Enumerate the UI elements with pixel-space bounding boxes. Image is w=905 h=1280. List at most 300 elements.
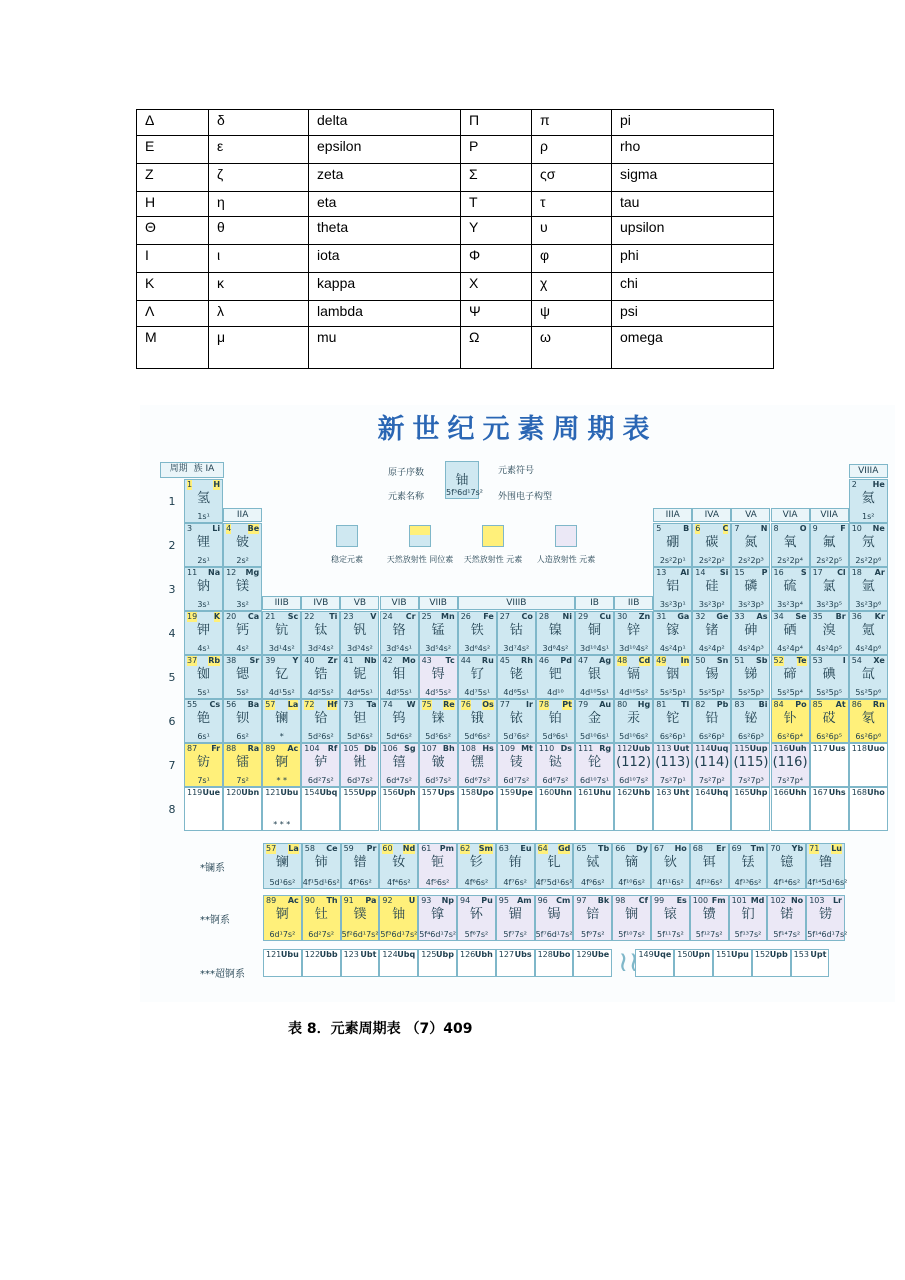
element-cell: [536, 743, 575, 787]
electron-config: 3s²3p¹: [659, 600, 686, 609]
element-symbol: U: [408, 896, 416, 905]
element-symbol: Se: [795, 612, 807, 621]
element-cell: [457, 949, 496, 977]
element-name: 锔: [547, 907, 561, 922]
table-corner-header: [160, 462, 224, 478]
element-symbol: F: [840, 524, 846, 533]
electron-config: 7s²7p²: [698, 776, 725, 785]
element-name: 铀: [455, 473, 469, 488]
element-name: 碲: [783, 667, 797, 682]
atomic-number: 158: [460, 788, 476, 797]
series-label: **锕系: [200, 915, 230, 926]
atomic-number: 56: [226, 700, 237, 709]
element-name: (114): [694, 755, 730, 770]
greek-table-cell: ε: [209, 136, 309, 164]
element-symbol: Ta: [366, 700, 377, 709]
electron-config: 3d³4s²: [347, 644, 373, 653]
atomic-number: 4: [226, 524, 232, 533]
element-symbol: Ups: [437, 788, 455, 797]
element-symbol: Cd: [638, 656, 651, 665]
element-symbol: Uhs: [828, 788, 846, 797]
atomic-number: 53: [812, 656, 823, 665]
element-name: 钯: [548, 667, 562, 682]
greek-table-cell: δ: [209, 110, 309, 136]
element-symbol: Ir: [525, 700, 533, 709]
element-cell: [573, 843, 612, 889]
element-symbol: Fe: [483, 612, 494, 621]
legend-swatch: [482, 525, 504, 547]
atomic-number: 115: [734, 744, 750, 753]
element-name: 银: [588, 667, 602, 682]
element-name: 钬: [663, 855, 677, 870]
electron-config: 5d⁷6s²: [503, 732, 530, 741]
electron-config: 4f⁶6s²: [464, 878, 489, 887]
electron-config: 5f⁴6d¹7s²: [419, 930, 457, 939]
element-symbol: Au: [599, 700, 612, 709]
electron-config: 5f⁹7s²: [581, 930, 605, 939]
greek-alphabet-table: [136, 109, 774, 369]
element-symbol: Uhh: [788, 788, 807, 797]
element-symbol: Tb: [598, 844, 610, 853]
atomic-number: 57: [266, 844, 277, 853]
element-cell: [340, 787, 379, 831]
figure-caption: 表 8．元素周期表 （7）409: [288, 1021, 473, 1037]
element-cell: [379, 843, 418, 889]
element-name: 𬬭: [588, 755, 602, 770]
element-cell: [535, 843, 574, 889]
element-symbol: Yb: [791, 844, 804, 853]
element-cell: [340, 611, 379, 655]
element-symbol: Ne: [872, 524, 885, 533]
element-name: 氪: [861, 623, 875, 638]
element-cell: [771, 655, 810, 699]
period-label: 3: [168, 583, 176, 596]
atomic-number: 65: [576, 844, 587, 853]
element-cell: [771, 611, 810, 655]
atomic-number: 66: [615, 844, 626, 853]
atomic-number: 52: [773, 656, 784, 665]
atomic-number: 33: [734, 612, 745, 621]
greek-table-cell: Σ: [461, 164, 532, 192]
atomic-number: 75: [421, 700, 432, 709]
element-cell: [419, 655, 458, 699]
element-symbol: Am: [517, 896, 532, 905]
element-cell: [341, 949, 380, 977]
element-cell: [535, 895, 574, 941]
element-name: 砷: [744, 623, 758, 638]
element-name: 镍: [548, 623, 562, 638]
atomic-number: 127: [498, 950, 515, 959]
element-symbol: Ubn: [241, 788, 260, 797]
element-cell: [810, 523, 849, 567]
group-label: IIIB: [262, 596, 301, 610]
electron-config: 4s¹: [197, 644, 210, 653]
atomic-number: 84: [773, 700, 784, 709]
element-name: 镧: [275, 855, 289, 870]
atomic-number: 125: [421, 950, 437, 959]
atomic-number: 22: [304, 612, 315, 621]
element-symbol: Al: [680, 568, 690, 577]
group-label: VIB: [380, 596, 419, 610]
electron-config: *: [279, 732, 284, 741]
greek-table-cell: Τ: [461, 192, 532, 217]
element-cell: [653, 699, 692, 743]
atomic-number: 154: [304, 788, 320, 797]
atomic-number: 112: [617, 744, 633, 753]
electron-config: 6s²6p⁶: [855, 732, 882, 741]
element-name: 镄: [702, 907, 716, 922]
element-cell: [418, 843, 457, 889]
electron-config: 2s²2p⁵: [816, 556, 843, 565]
element-name: 钫: [197, 755, 211, 770]
element-cell: [301, 699, 340, 743]
element-name: 铷: [197, 667, 211, 682]
element-cell: [184, 611, 223, 655]
element-cell: [418, 895, 457, 941]
atomic-number: 23: [343, 612, 354, 621]
greek-table-cell: π: [532, 110, 612, 136]
element-symbol: Md: [750, 896, 765, 905]
element-symbol: Br: [835, 612, 846, 621]
atomic-number: 10: [851, 524, 862, 533]
element-cell: [223, 787, 262, 831]
element-name: 钼: [392, 667, 406, 682]
atomic-number: 165: [734, 788, 750, 797]
greek-table-cell: theta: [309, 217, 461, 245]
atomic-number: 121: [265, 788, 281, 797]
element-symbol: Sc: [287, 612, 299, 621]
atomic-number: 92: [382, 896, 393, 905]
greek-table-cell: κ: [209, 273, 309, 301]
element-symbol: Th: [326, 896, 338, 905]
element-symbol: Ds: [560, 744, 572, 753]
element-name: 铕: [508, 855, 522, 870]
element-cell: [729, 895, 768, 941]
electron-config: 3d⁷4s²: [503, 644, 530, 653]
element-symbol: Rn: [872, 700, 885, 709]
electron-config: 4d¹5s²: [268, 688, 295, 697]
atomic-number: 74: [382, 700, 393, 709]
atomic-number: 102: [770, 896, 786, 905]
element-cell: [340, 743, 379, 787]
element-cell: [536, 611, 575, 655]
element-symbol: Uue: [202, 788, 221, 797]
electron-config: 6d²7s²: [308, 930, 335, 939]
element-name: 𫟼: [548, 755, 562, 770]
element-symbol: Ubq: [397, 950, 416, 959]
element-cell: [497, 611, 536, 655]
atomic-number: 91: [343, 896, 354, 905]
electron-config: 4f⁵6s²: [425, 878, 450, 887]
greek-table-cell: Ψ: [461, 301, 532, 327]
element-cell: [771, 787, 810, 831]
electron-config: 5f³6d¹7s²: [380, 930, 418, 939]
greek-table-cell: Δ: [137, 110, 209, 136]
electron-config: 6s²6p⁵: [816, 732, 843, 741]
element-cell: [849, 787, 888, 831]
element-symbol: Eu: [520, 844, 532, 853]
atomic-number: 86: [851, 700, 862, 709]
greek-table-cell: ζ: [209, 164, 309, 192]
element-symbol: Ubu: [280, 950, 299, 959]
element-symbol: W: [406, 700, 416, 709]
element-name: 硫: [783, 579, 797, 594]
electron-config: 4d⁵5s¹: [386, 688, 412, 697]
greek-table-cell: Ω: [461, 327, 532, 369]
electron-config: 4f¹⁴6s²: [773, 878, 801, 887]
electron-config: 4d⁸5s¹: [503, 688, 530, 697]
element-symbol: Ho: [674, 844, 687, 853]
element-cell: [791, 949, 830, 977]
atomic-number: 32: [695, 612, 706, 621]
element-symbol: Ca: [247, 612, 260, 621]
element-name: 镓: [666, 623, 680, 638]
element-name: (112): [616, 755, 652, 770]
element-cell: [457, 895, 496, 941]
element-symbol: H: [213, 480, 221, 489]
electron-config: 3d²4s²: [307, 644, 334, 653]
element-cell: [614, 655, 653, 699]
atomic-number: 87: [187, 744, 198, 753]
atomic-number: 50: [695, 656, 706, 665]
electron-config: 2s²2p¹: [659, 556, 686, 565]
element-symbol: Uqe: [653, 950, 672, 959]
electron-config: 3s¹: [197, 600, 210, 609]
electron-config: 5d²6s²: [307, 732, 334, 741]
atomic-number: 37: [187, 656, 198, 665]
atomic-number: 9: [812, 524, 818, 533]
atomic-number: 121: [266, 950, 282, 959]
greek-table-cell: mu: [309, 327, 461, 369]
greek-table-cell: chi: [612, 273, 774, 301]
atomic-number: 116: [773, 744, 789, 753]
element-symbol: Uhu: [593, 788, 612, 797]
atomic-number: 6: [695, 524, 701, 533]
element-symbol: Sm: [478, 844, 493, 853]
element-symbol: Sg: [404, 744, 416, 753]
group-label: IIA: [223, 508, 262, 522]
element-symbol: Db: [364, 744, 377, 753]
greek-table-cell: Ι: [137, 245, 209, 273]
element-cell: [263, 895, 302, 941]
atomic-number: 150: [677, 950, 693, 959]
group-label: VA: [731, 508, 770, 522]
group-label: VIIIB: [458, 596, 575, 610]
element-name: 氩: [861, 579, 875, 594]
electron-config: 3s²3p⁴: [777, 600, 803, 609]
element-name: 镥: [819, 855, 833, 870]
element-cell: [612, 895, 651, 941]
electron-config: 4d⁵5s²: [425, 688, 452, 697]
atomic-number: 68: [692, 844, 703, 853]
element-symbol: Xe: [873, 656, 885, 665]
atomic-number: 161: [578, 788, 594, 797]
element-cell: [767, 895, 806, 941]
element-cell: [810, 567, 849, 611]
element-symbol: Be: [247, 524, 260, 533]
atomic-number: 39: [265, 656, 276, 665]
element-cell: [340, 655, 379, 699]
greek-table-cell: Ρ: [461, 136, 532, 164]
element-cell: [497, 743, 536, 787]
element-cell: [653, 655, 692, 699]
element-cell: [810, 655, 849, 699]
atomic-number: 159: [499, 788, 516, 797]
electron-config: 5f¹⁴6d¹7s²: [807, 930, 848, 939]
atomic-number: 61: [421, 844, 432, 853]
electron-config: 4s²4p⁶: [855, 644, 882, 653]
greek-table-row: [137, 245, 774, 273]
element-name: 铜: [588, 623, 602, 638]
greek-table-cell: ψ: [532, 301, 612, 327]
element-symbol: Uuh: [788, 744, 807, 753]
electron-config: 5s²5p³: [738, 688, 764, 697]
greek-table-cell: ι: [209, 245, 309, 273]
element-cell: [263, 843, 302, 889]
atomic-number: 85: [812, 700, 823, 709]
element-cell: [223, 611, 262, 655]
element-cell: [731, 655, 770, 699]
element-cell: [653, 611, 692, 655]
electron-config: 4d¹⁰5s²: [619, 688, 649, 697]
atomic-number: 119: [187, 788, 203, 797]
electron-config: 4s²4p⁵: [816, 644, 843, 653]
electron-config: 4f⁹6s²: [581, 878, 605, 887]
element-name: 镧: [275, 711, 289, 726]
electron-config: 4s²4p³: [738, 644, 764, 653]
electron-config: 4s²4p⁴: [777, 644, 803, 653]
greek-table-cell: delta: [309, 110, 461, 136]
electron-config: 7s²: [236, 776, 249, 785]
atomic-number: 99: [654, 896, 665, 905]
electron-config: 4s²: [236, 644, 249, 653]
element-cell: [614, 743, 653, 787]
element-symbol: Re: [443, 700, 455, 709]
element-name: 镤: [353, 907, 367, 922]
element-cell: [692, 787, 731, 831]
greek-table-cell: sigma: [612, 164, 774, 192]
atomic-number: 120: [226, 788, 242, 797]
element-cell: [806, 843, 848, 889]
legend-text: 天然放射性 同位素: [386, 555, 454, 564]
element-symbol: Ar: [874, 568, 885, 577]
element-symbol: Zr: [327, 656, 338, 665]
element-name: 金: [588, 711, 602, 726]
element-name: 𬭶: [470, 755, 484, 770]
electron-config: 5d⁹6s¹: [542, 732, 569, 741]
atomic-number: 155: [343, 788, 359, 797]
greek-table-row: [137, 273, 774, 301]
element-symbol: Hg: [637, 700, 651, 709]
element-cell: [752, 949, 791, 977]
atomic-number: 30: [617, 612, 628, 621]
element-symbol: No: [790, 896, 804, 905]
atomic-number: 126: [460, 950, 476, 959]
element-name: 镎: [431, 907, 445, 922]
element-symbol: P: [761, 568, 768, 577]
element-symbol: La: [288, 844, 299, 853]
electron-config: 7s¹: [197, 776, 210, 785]
electron-config: 6d²7s²: [307, 776, 334, 785]
atomic-number: 46: [538, 656, 550, 665]
element-cell: [302, 949, 341, 977]
atomic-number: 79: [578, 700, 589, 709]
element-name: 镭: [236, 755, 250, 770]
element-name: 氮: [744, 535, 758, 550]
atomic-number: 64: [537, 844, 548, 853]
element-symbol: Cu: [599, 612, 612, 621]
atomic-number: 111: [578, 744, 594, 753]
electron-config: * * *: [273, 820, 291, 829]
period-label: 6: [168, 715, 176, 728]
element-cell: [573, 895, 612, 941]
greek-table-cell: pi: [612, 110, 774, 136]
element-symbol: Uut: [673, 744, 690, 753]
atomic-number: 70: [770, 844, 781, 853]
element-symbol: N: [760, 524, 768, 533]
element-cell: [653, 743, 692, 787]
element-symbol: Ac: [287, 896, 299, 905]
element-symbol: Upe: [515, 788, 533, 797]
greek-table-cell: eta: [309, 192, 461, 217]
element-cell: [262, 743, 301, 787]
element-cell: [653, 523, 692, 567]
element-cell: [184, 787, 223, 831]
element-symbol: Rf: [327, 744, 338, 753]
atomic-number: 15: [734, 568, 745, 577]
element-symbol: Nb: [364, 656, 377, 665]
atomic-number: 93: [421, 896, 432, 905]
element-cell: [263, 949, 302, 977]
element-symbol: Cr: [405, 612, 416, 621]
element-symbol: Ge: [716, 612, 729, 621]
atomic-number: 67: [654, 844, 665, 853]
element-cell: [419, 611, 458, 655]
element-name: 铒: [702, 855, 716, 870]
group-label: VIIB: [419, 596, 458, 610]
element-symbol: O: [799, 524, 807, 533]
element-name: (115): [733, 755, 769, 770]
element-name: 铀: [392, 907, 406, 922]
element-name: 钇: [275, 667, 289, 682]
series-label: *镧系: [200, 863, 225, 874]
element-symbol: Ga: [677, 612, 690, 621]
element-cell: [535, 949, 574, 977]
electron-config: 7s²7p⁴: [777, 776, 803, 785]
element-symbol: Uho: [867, 788, 885, 797]
element-cell: [536, 699, 575, 743]
atomic-number: 28: [538, 612, 550, 621]
atomic-number: 107: [421, 744, 437, 753]
greek-table-cell: psi: [612, 301, 774, 327]
electron-config: 6d¹⁰7s²: [619, 776, 649, 785]
electron-config: 6d⁷7s²: [503, 776, 530, 785]
element-cell: [380, 611, 419, 655]
atomic-number: 103: [809, 896, 825, 905]
greek-table-cell: φ: [532, 245, 612, 273]
element-name: 镱: [780, 855, 794, 870]
element-symbol: Mt: [521, 744, 533, 753]
atomic-number: 21: [265, 612, 276, 621]
element-cell: [575, 743, 614, 787]
group-label: IB: [575, 596, 614, 610]
electron-config: 4s²4p²: [698, 644, 725, 653]
element-symbol: Rh: [521, 656, 533, 665]
element-cell: [379, 949, 418, 977]
atomic-number: 8: [773, 524, 779, 533]
atomic-number: 62: [460, 844, 471, 853]
element-name: 氧: [783, 535, 797, 550]
